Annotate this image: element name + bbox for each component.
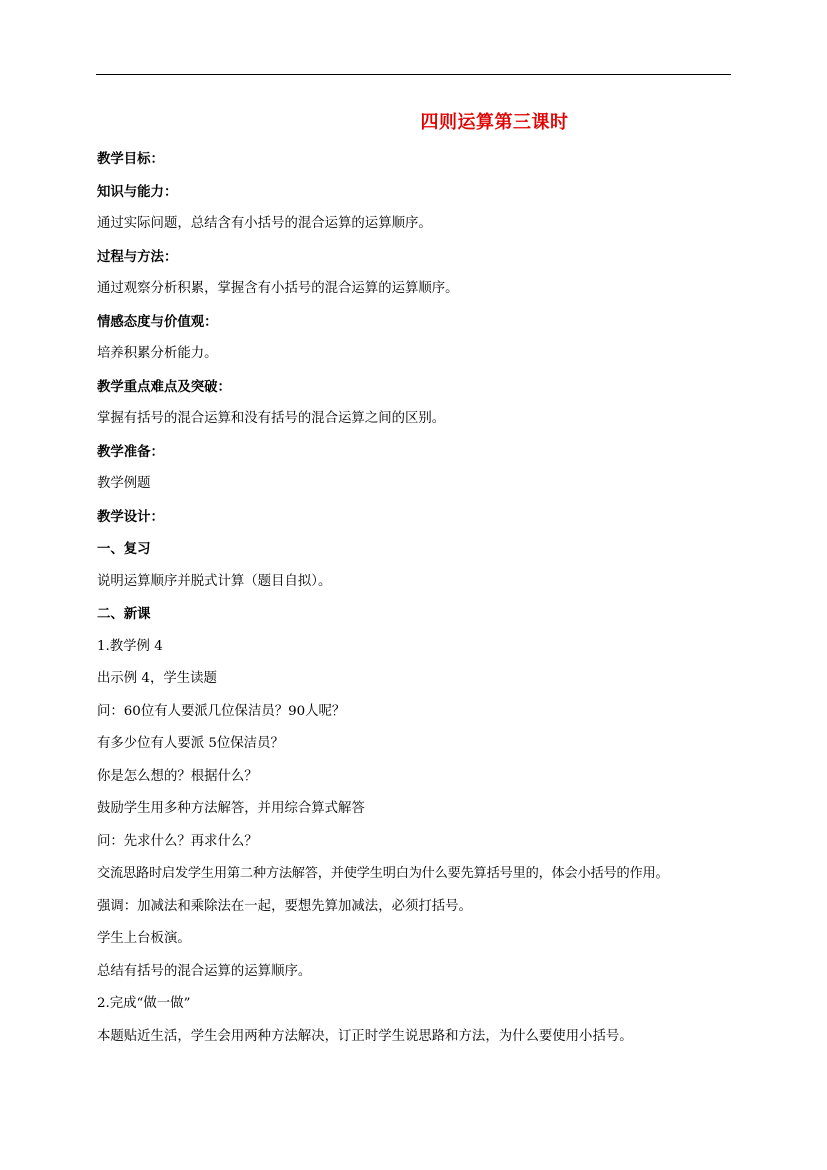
paragraph-line: 说明运算顺序并脱式计算（题目自拟）。 (97, 573, 332, 589)
paragraph-line: 过程与方法： (97, 248, 178, 265)
paragraph-line: 总结有括号的混合运算的运算顺序。 (97, 963, 312, 979)
paragraph-line: 一、复习 (97, 541, 151, 557)
paragraph-line: 教学例题 (97, 476, 151, 491)
paragraph-line: 你是怎么想的？根据什么？ (97, 768, 258, 784)
paragraph-line: 知识与能力： (97, 183, 178, 200)
paragraph-line: 出示例 4，学生读题 (97, 671, 217, 686)
paragraph-line: 培养积累分析能力。 (97, 346, 218, 361)
paragraph-line: 通过观察分析积累，掌握含有小括号的混合运算的运算顺序。 (97, 281, 459, 296)
paragraph-line: 教学准备： (97, 443, 164, 460)
header-rule (96, 74, 731, 75)
paragraph-line: 问：先求什么？再求什么？ (97, 833, 258, 849)
paragraph-line: 掌握有括号的混合运算和没有括号的混合运算之间的区别。 (97, 411, 446, 426)
page-title: 四则运算第三课时 (420, 112, 569, 133)
paragraph-line: 情感态度与价值观： (97, 313, 218, 330)
paragraph-line: 学生上台板演。 (97, 931, 191, 946)
paragraph-line: 强调：加减法和乘除法在一起，要想先算加减法，必须打括号。 (97, 898, 472, 914)
paragraph-line: 教学目标： (97, 151, 164, 167)
paragraph-line: 2.完成“做一做” (97, 996, 191, 1011)
paragraph-line: 本题贴近生活，学生会用两种方法解决，订正时学生说思路和方法，为什么要使用小括号。 (97, 1028, 633, 1044)
paragraph-line: 教学设计： (97, 508, 164, 525)
paragraph-line: 问：60位有人要派几位保洁员？90人呢？ (97, 703, 346, 719)
paragraph-line: 交流思路时启发学生用第二种方法解答，并使学生明白为什么要先算括号里的，体会小括号的作用。 (97, 866, 669, 881)
paragraph-line: 通过实际问题，总结含有小括号的混合运算的运算顺序。 (97, 216, 432, 231)
paragraph-line: 有多少位有人要派 5位保洁员？ (97, 736, 284, 751)
paragraph-line: 二、新课 (97, 606, 151, 622)
paragraph-line: 鼓励学生用多种方法解答，并用综合算式解答 (97, 801, 365, 816)
paragraph-line: 教学重点难点及突破： (97, 378, 231, 395)
paragraph-line: 1.教学例 4 (97, 638, 163, 654)
document-body (97, 149, 737, 1059)
